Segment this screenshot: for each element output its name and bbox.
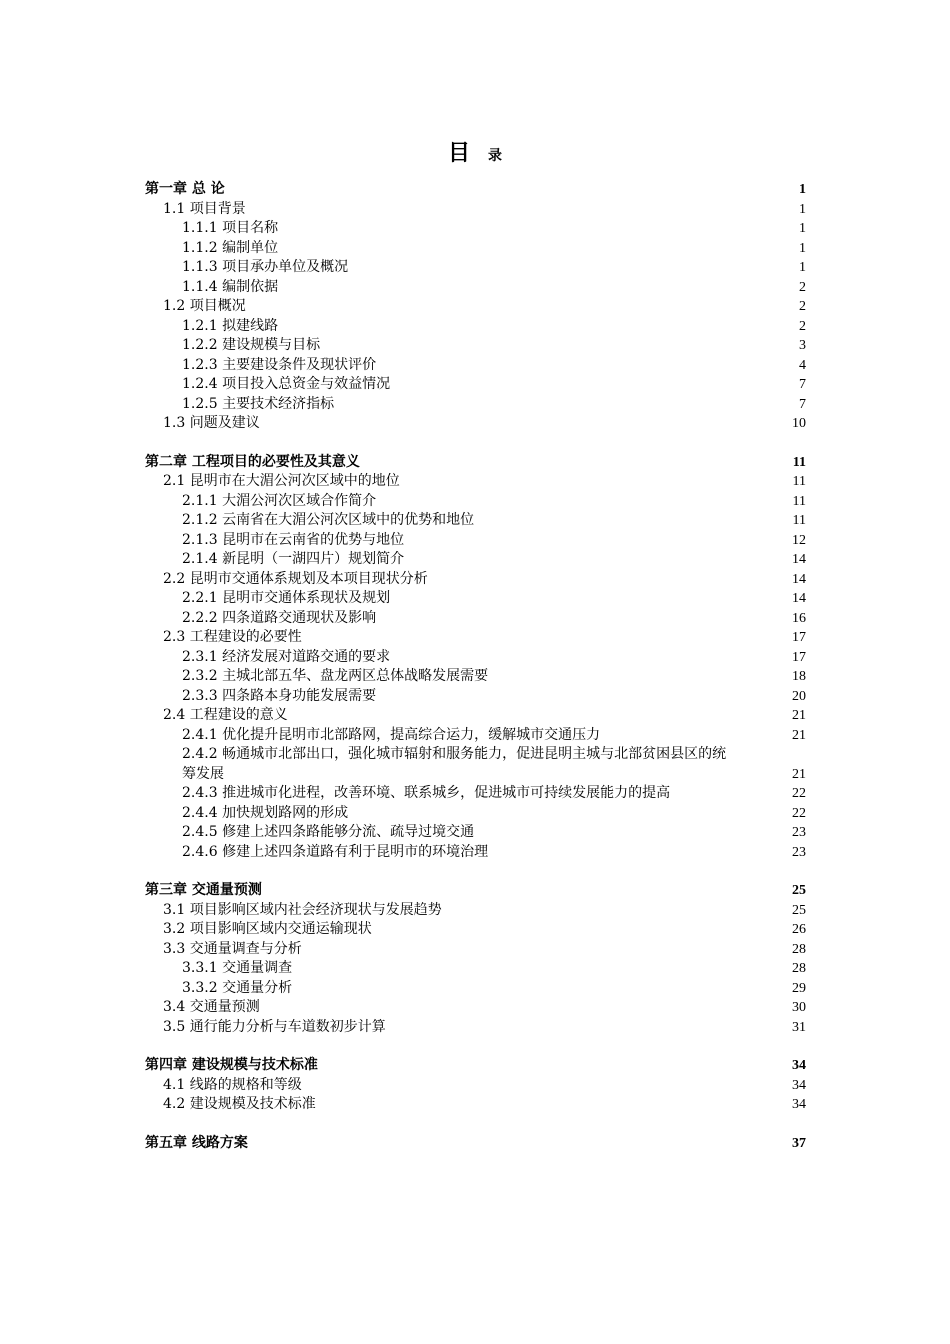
toc-entry-label: 2.4 工程建设的意义 [163, 707, 288, 723]
toc-entry-label: 2.4.3 推进城市化进程，改善环境、联系城乡，促进城市可持续发展能力的提高 [182, 785, 671, 801]
toc-entry-page: 28 [792, 941, 806, 957]
toc-entry[interactable] [145, 920, 806, 940]
toc-entry-label: 4.1 线路的规格和等级 [163, 1076, 302, 1093]
toc-entry-label: 1.2.2 建设规模与目标 [182, 337, 321, 353]
toc-entry-label: 2.3 工程建设的必要性 [163, 629, 302, 645]
toc-chapter-entry[interactable] [145, 180, 806, 200]
toc-entry-label: 2.1.2 云南省在大湄公河次区域中的优势和地位 [182, 512, 475, 528]
toc-entry[interactable] [145, 726, 806, 746]
toc-entry-page: 21 [792, 766, 806, 782]
toc-entry-label: 2.2 昆明市交通体系规划及本项目现状分析 [163, 570, 428, 587]
toc-entry-label: 筹发展 [182, 765, 224, 782]
toc-entry-label: 2.1.1 大湄公河次区域合作简介 [182, 492, 377, 509]
toc-entry-label: 2.4.6 修建上述四条道路有利于昆明市的环境治理 [182, 843, 489, 860]
toc-entry-page: 7 [799, 377, 806, 392]
toc-title-suffix: 录 [488, 148, 502, 164]
toc-chapter-entry[interactable] [145, 881, 806, 901]
toc-entry[interactable] [145, 940, 806, 960]
toc-entry-page: 30 [792, 1000, 806, 1015]
toc-entry-label: 2.1.3 昆明市在云南省的优势与地位 [182, 531, 405, 548]
toc-entry-page: 17 [792, 630, 806, 645]
toc-entry-label: 第一章 总 论 [145, 181, 225, 197]
toc-entry[interactable] [145, 414, 806, 434]
toc-entry[interactable] [145, 492, 806, 512]
toc-entry-page: 12 [792, 532, 806, 548]
toc-entry-label: 1.1.3 项目承办单位及概况 [182, 259, 349, 275]
toc-entry[interactable] [145, 336, 806, 356]
toc-entry-page: 14 [792, 591, 806, 606]
toc-entry-page: 18 [792, 669, 806, 684]
toc-entry-label: 2.4.2 畅通城市北部出口，强化城市辐射和服务能力，促进昆明主城与北部贫困县区的统 [182, 746, 727, 762]
toc-entry-label: 1.2.5 主要技术经济指标 [182, 395, 335, 412]
toc-entry[interactable] [145, 745, 806, 765]
toc-entry-page: 34 [792, 1077, 806, 1093]
toc-entry-label: 3.4 交通量预测 [163, 999, 260, 1015]
toc-entry[interactable] [145, 258, 806, 278]
toc-entry-label: 3.3 交通量调查与分析 [163, 940, 302, 957]
toc-entry-page: 1 [799, 240, 806, 256]
toc-entry[interactable] [145, 1076, 806, 1096]
toc-entry[interactable] [145, 979, 806, 999]
toc-entry-page: 3 [799, 338, 806, 353]
toc-entry-page: 20 [792, 688, 806, 704]
toc-entry[interactable] [145, 687, 806, 707]
toc-entry-label: 2.3.2 主城北部五华、盘龙两区总体战略发展需要 [182, 668, 489, 684]
toc-entry-page: 22 [792, 805, 806, 821]
toc-entry[interactable] [145, 1095, 806, 1115]
toc-entry-page: 2 [799, 279, 806, 295]
toc-entry-page: 2 [799, 318, 806, 334]
toc-entry-page: 7 [799, 396, 806, 412]
toc-entry[interactable] [145, 628, 806, 648]
toc-entry-page: 31 [792, 1019, 806, 1035]
toc-entry-label: 3.1 项目影响区域内社会经济现状与发展趋势 [163, 901, 442, 918]
toc-entry-label: 2.3.3 四条路本身功能发展需要 [182, 687, 377, 704]
toc-entry[interactable] [145, 823, 806, 843]
toc-chapter-entry[interactable] [145, 1056, 806, 1076]
toc-entry[interactable] [145, 200, 806, 220]
toc-entry-label: 1.2.3 主要建设条件及现状评价 [182, 356, 377, 373]
toc-entry[interactable] [145, 765, 806, 785]
toc-entry[interactable] [145, 1018, 806, 1038]
toc-entry-page: 14 [792, 571, 806, 587]
toc-entry-page: 14 [792, 552, 806, 567]
toc-entry-label: 4.2 建设规模及技术标准 [163, 1096, 316, 1112]
toc-entry-page: 21 [792, 708, 806, 723]
toc-entry-page: 1 [799, 201, 806, 217]
toc-entry-page: 1 [799, 260, 806, 275]
toc-entry[interactable] [145, 219, 806, 239]
toc-entry[interactable] [145, 959, 806, 979]
toc-entry-page: 2 [799, 299, 806, 314]
toc-chapter-entry[interactable] [145, 1134, 806, 1154]
toc-entry-label: 1.2 项目概况 [163, 298, 246, 314]
toc-entry-page: 26 [792, 922, 806, 937]
toc-entry-label: 2.2.1 昆明市交通体系现状及规划 [182, 590, 391, 606]
toc-entry-page: 10 [792, 416, 806, 431]
toc-entry[interactable] [145, 278, 806, 298]
toc-entry[interactable] [145, 356, 806, 376]
toc-entry-label: 2.4.5 修建上述四条路能够分流、疏导过境交通 [182, 824, 475, 840]
toc-entry-page: 4 [799, 357, 806, 373]
toc-entry-page: 37 [792, 1135, 806, 1151]
toc-entry-page: 16 [792, 610, 806, 626]
toc-entry-label: 2.1.4 新昆明（一湖四片）规划简介 [182, 551, 405, 567]
toc-entry-page: 21 [792, 727, 806, 743]
toc-entry-label: 1.1.2 编制单位 [182, 239, 279, 256]
toc-entry[interactable] [145, 531, 806, 551]
toc-entry-label: 2.3.1 经济发展对道路交通的要求 [182, 648, 391, 665]
toc-entry-label: 2.1 昆明市在大湄公河次区域中的地位 [163, 473, 400, 489]
toc-entry[interactable] [145, 472, 806, 492]
toc-entry[interactable] [145, 511, 806, 531]
toc-entry-label: 第二章 工程项目的必要性及其意义 [145, 453, 360, 470]
toc-entry-label: 1.1.4 编制依据 [182, 278, 279, 295]
toc-entry[interactable] [145, 706, 806, 726]
toc-entry-label: 3.5 通行能力分析与车道数初步计算 [163, 1018, 386, 1035]
toc-title-main: 目 [447, 140, 470, 166]
toc-entry[interactable] [145, 648, 806, 668]
toc-entry-page: 17 [792, 649, 806, 665]
toc-title [0, 136, 950, 167]
toc-entry-label: 第五章 线路方案 [145, 1134, 248, 1151]
toc-entry-page: 11 [792, 513, 806, 528]
toc-entry-page: 25 [792, 883, 806, 898]
toc-entry[interactable] [145, 998, 806, 1018]
table-of-contents [145, 180, 806, 1153]
toc-entry-label: 1.3 问题及建议 [163, 415, 260, 431]
toc-entry-label: 1.1.1 项目名称 [182, 220, 279, 236]
toc-entry[interactable] [145, 804, 806, 824]
toc-entry[interactable] [145, 901, 806, 921]
toc-entry[interactable] [145, 843, 806, 863]
toc-entry[interactable] [145, 395, 806, 415]
toc-entry-label: 3.2 项目影响区域内交通运输现状 [163, 921, 372, 937]
toc-entry[interactable] [145, 784, 806, 804]
toc-entry-label: 第四章 建设规模与技术标准 [145, 1057, 318, 1073]
toc-entry-label: 第三章 交通量预测 [145, 882, 262, 898]
toc-entry-label: 2.2.2 四条道路交通现状及影响 [182, 609, 377, 626]
toc-entry-page: 25 [792, 902, 806, 918]
toc-entry-label: 2.4.1 优化提升昆明市北部路网，提高综合运力，缓解城市交通压力 [182, 726, 601, 743]
toc-entry-page: 23 [792, 844, 806, 860]
toc-chapter-entry[interactable] [145, 453, 806, 473]
toc-entry-label: 3.3.1 交通量调查 [182, 960, 293, 976]
toc-entry-label: 1.2.1 拟建线路 [182, 317, 279, 334]
toc-entry-page: 29 [792, 980, 806, 996]
toc-entry-page: 11 [792, 493, 806, 509]
toc-entry-page: 22 [792, 786, 806, 801]
toc-entry[interactable] [145, 609, 806, 629]
toc-entry-page: 11 [792, 474, 806, 489]
toc-entry-page: 23 [792, 825, 806, 840]
toc-entry[interactable] [145, 667, 806, 687]
toc-entry[interactable] [145, 550, 806, 570]
toc-entry-page: 1 [799, 182, 806, 197]
toc-entry-label: 3.3.2 交通量分析 [182, 979, 293, 996]
toc-entry[interactable] [145, 589, 806, 609]
toc-entry[interactable] [145, 317, 806, 337]
toc-entry-page: 34 [792, 1097, 806, 1112]
toc-entry-page: 1 [799, 221, 806, 236]
toc-entry-label: 2.4.4 加快规划路网的形成 [182, 804, 349, 821]
toc-entry[interactable] [145, 570, 806, 590]
toc-entry-page: 28 [792, 961, 806, 976]
toc-entry[interactable] [145, 239, 806, 259]
toc-entry[interactable] [145, 297, 806, 317]
toc-entry-page: 11 [792, 454, 806, 470]
toc-entry-page: 34 [792, 1058, 806, 1073]
toc-entry[interactable] [145, 375, 806, 395]
toc-entry-label: 1.1 项目背景 [163, 200, 246, 217]
toc-entry-label: 1.2.4 项目投入总资金与效益情况 [182, 376, 391, 392]
